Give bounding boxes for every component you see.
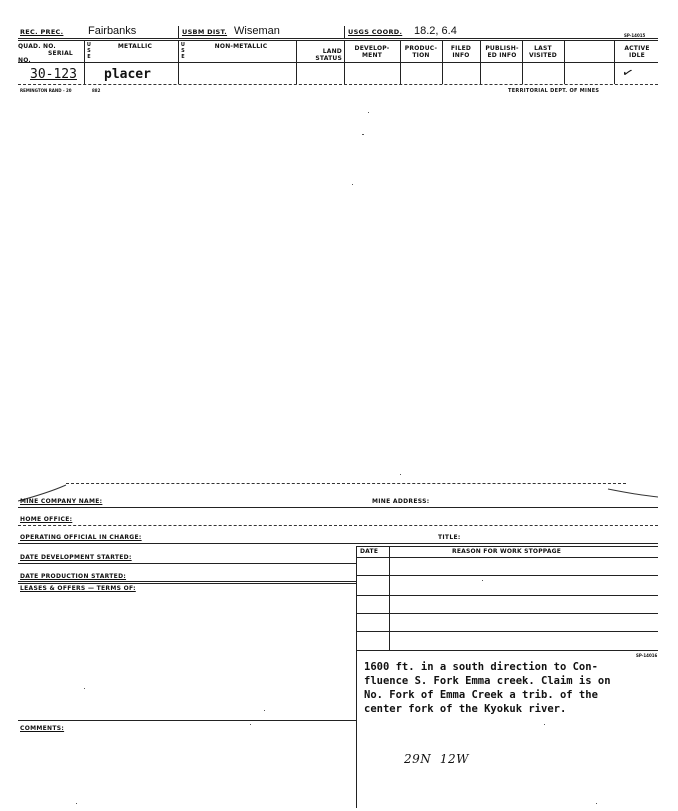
printer-mark: REMINGTON RAND - 20 <box>20 88 72 93</box>
stoppage-table-rule <box>356 557 658 558</box>
quad-serial-value: 30-123 <box>30 67 77 82</box>
stoppage-table-divider <box>389 546 390 650</box>
field-rule <box>18 581 356 582</box>
mine-address-label: MINE ADDRESS: <box>372 498 430 505</box>
col-production: PRODUC- TION <box>404 45 438 59</box>
date-production-label: DATE PRODUCTION STARTED: <box>20 573 127 580</box>
metallic-value: placer <box>104 67 151 82</box>
col-last-visited: LAST VISITED <box>528 45 557 59</box>
header-top-rule <box>18 38 658 39</box>
usbm-dist-label: USBM DIST. <box>182 28 228 36</box>
col-filed-info: FILED INFO <box>450 45 472 59</box>
comments-rule <box>18 720 356 721</box>
col-active-idle: ACTIVE IDLE <box>624 45 650 59</box>
speck <box>352 184 353 185</box>
speck <box>362 134 364 135</box>
column-header-bottom-rule <box>18 62 658 63</box>
header-divider <box>344 26 345 38</box>
date-development-label: DATE DEVELOPMENT STARTED: <box>20 554 132 561</box>
stoppage-table-rule <box>356 613 658 614</box>
column-divider <box>178 40 179 84</box>
stoppage-table-rule <box>356 631 658 632</box>
col-metallic: METALLIC <box>117 43 153 50</box>
col-land-status: LAND STATUS <box>315 48 342 62</box>
printer-code: 882 <box>92 88 101 93</box>
reason-column-header: REASON FOR WORK STOPPAGE <box>452 548 562 555</box>
rec-prec-value: Fairbanks <box>88 25 137 37</box>
field-rule <box>18 543 658 544</box>
column-divider <box>84 40 85 84</box>
column-divider <box>344 40 345 84</box>
speck <box>250 724 251 725</box>
handwritten-township-range: 29N 12W <box>404 752 470 766</box>
field-rule <box>18 583 356 584</box>
col-non-metallic: NON-METALLIC <box>214 43 268 50</box>
speck <box>76 803 77 804</box>
typed-line: No. Fork of Emma Creek a trib. of the <box>364 689 598 701</box>
speck <box>596 803 597 804</box>
home-office-label: HOME OFFICE: <box>20 516 73 523</box>
typed-line: fluence S. Fork Emma creek. Claim is on <box>364 675 611 687</box>
form-number-lower: SP-14016 <box>636 653 658 658</box>
dept-label: TERRITORIAL DEPT. OF MINES <box>508 88 600 94</box>
stoppage-table-rule <box>356 575 658 576</box>
speck <box>368 112 369 113</box>
comments-label: COMMENTS: <box>20 725 65 732</box>
column-divider <box>442 40 443 84</box>
column-divider <box>296 40 297 84</box>
column-divider <box>480 40 481 84</box>
mine-company-name-label: MINE COMPANY NAME: <box>20 498 103 505</box>
field-rule <box>18 525 658 526</box>
speck <box>482 580 483 581</box>
col-use-left: U S E <box>86 42 92 60</box>
column-header-top-rule <box>18 40 658 41</box>
field-rule <box>18 507 658 508</box>
usbm-dist-value: Wiseman <box>234 25 280 37</box>
column-divider <box>400 40 401 84</box>
col-development: DEVELOP- MENT <box>354 45 390 59</box>
usgs-coord-value: 18.2, 6.4 <box>414 25 457 37</box>
leases-label: LEASES & OFFERS — TERMS OF: <box>20 585 136 592</box>
row-bottom-rule <box>18 84 658 85</box>
column-divider <box>522 40 523 84</box>
fold-curves <box>18 483 658 503</box>
speck <box>544 724 545 725</box>
col-quad-serial: QUAD. NO. SERIAL NO. <box>18 43 73 64</box>
stoppage-table-top <box>356 546 658 547</box>
speck <box>84 688 85 689</box>
header-divider <box>178 26 179 38</box>
form-number: SP-14015 <box>624 33 646 38</box>
date-column-header: DATE <box>360 548 379 555</box>
typed-line: 1600 ft. in a south direction to Con- <box>364 661 598 673</box>
stoppage-table-bottom <box>356 650 658 651</box>
typed-location-note <box>364 660 664 716</box>
column-divider <box>564 40 565 84</box>
rec-prec-label: REC. PREC. <box>20 28 64 36</box>
field-rule <box>18 563 356 564</box>
operating-official-label: OPERATING OFFICIAL IN CHARGE: <box>20 534 142 541</box>
title-label: TITLE: <box>438 534 461 541</box>
typed-line: center fork of the Kyokuk river. <box>364 703 567 715</box>
col-published-info: PUBLISH- ED INFO <box>485 45 519 59</box>
usgs-coord-label: USGS COORD. <box>348 28 403 36</box>
col-use-right: U S E <box>180 42 186 60</box>
column-divider <box>614 40 615 84</box>
active-check-mark: ✓ <box>619 64 636 83</box>
stoppage-table-rule <box>356 595 658 596</box>
speck <box>264 710 265 711</box>
speck <box>400 474 401 475</box>
center-divider <box>356 546 357 808</box>
